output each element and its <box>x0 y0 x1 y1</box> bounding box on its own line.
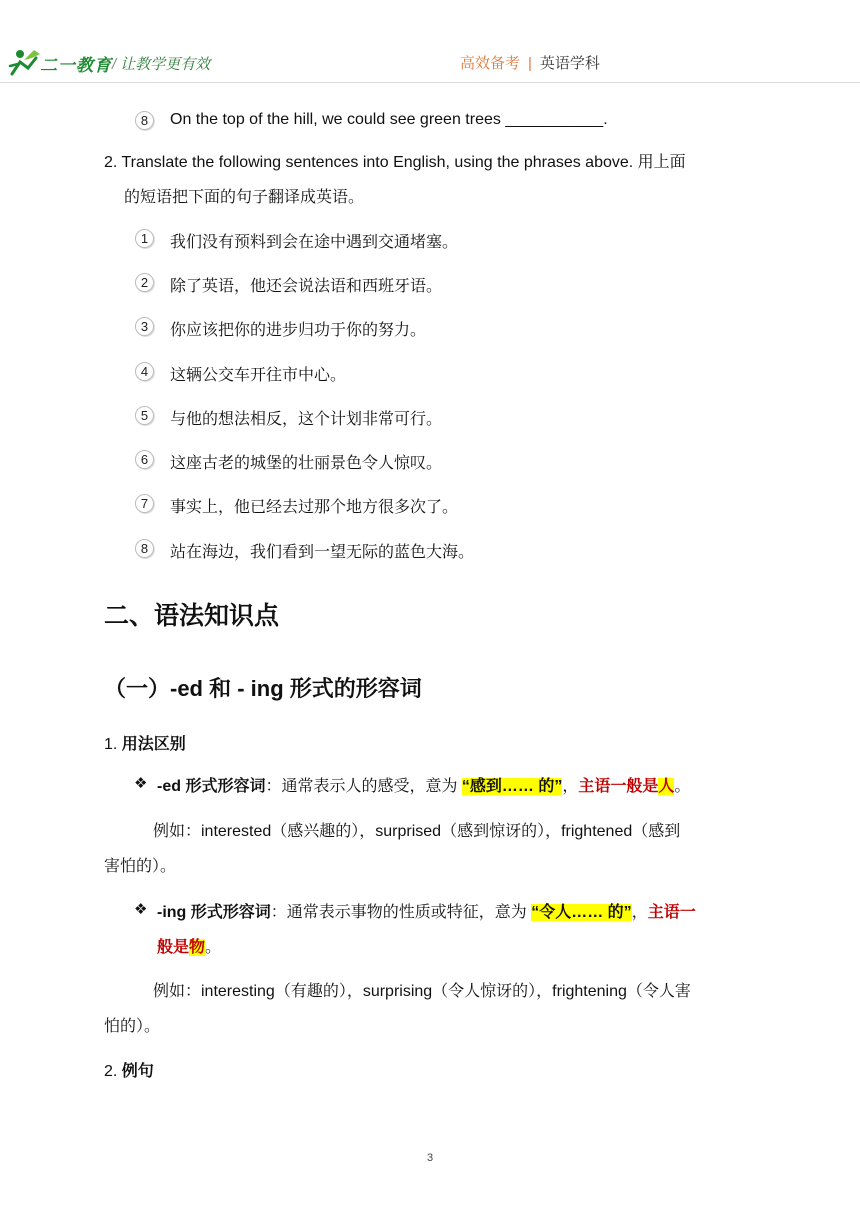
ing-adjective-rule <box>157 899 696 922</box>
task2-instruction-line1: 2. Translate the following sentences into English, using the phrases above. 用上面 <box>104 154 686 171</box>
page-number: 3 <box>426 1152 434 1164</box>
item-number: 1 <box>135 229 154 248</box>
diamond-bullet-icon: ❖ <box>134 901 148 918</box>
ed-term: -ed 形式形容词 <box>157 778 266 795</box>
item-number: 8 <box>135 111 154 130</box>
header-divider <box>0 82 860 83</box>
ed-period: 。 <box>674 778 691 795</box>
ing-term: -ing 形式形容词 <box>157 904 271 921</box>
item-number: 6 <box>135 450 154 469</box>
slogan-text: 让教学更有效 <box>120 56 211 73</box>
ing-desc: ：通常表示事物的性质或特征，意为 <box>270 904 532 921</box>
ed-adjective-rule <box>157 773 690 796</box>
translation-item: 与他的想法相反，这个计划非常可行。 <box>170 411 443 428</box>
ing-period: 。 <box>205 939 222 956</box>
item-number: 4 <box>135 362 154 381</box>
item-number: 2 <box>135 273 154 292</box>
header-subject-name: 英语学科 <box>539 55 600 72</box>
header-separator: | <box>528 55 532 72</box>
ed-examples-line1: 例如：interested（感兴趣的），surprised（感到惊讶的），frightened（感到 <box>153 823 681 840</box>
exercise-sentence: On the top of the hill, we could see green trees ___________. <box>170 111 608 128</box>
ing-examples-line2: 怕的）。 <box>104 1018 161 1035</box>
translation-item: 这辆公交车开往市中心。 <box>170 367 347 384</box>
brand-name: 二一教育 <box>40 56 112 75</box>
ing-subject-thing: 物 <box>189 939 206 956</box>
ed-comma: ， <box>562 778 579 795</box>
item-number: 5 <box>135 406 154 425</box>
translation-item: 我们没有预料到会在途中遇到交通堵塞。 <box>170 234 459 251</box>
subsection-heading: （一）-ed 和 - ing 形式的形容词 <box>104 676 422 701</box>
item-number: 3 <box>135 317 154 336</box>
translation-item: 你应该把你的进步归功于你的努力。 <box>170 322 427 339</box>
ed-meaning: “感到…… 的” <box>461 778 563 795</box>
translation-item: 这座古老的城堡的壮丽景色令人惊叹。 <box>170 455 443 472</box>
usage-number: 1. <box>104 736 118 753</box>
ing-comma: ， <box>631 904 648 921</box>
usage-title: 用法区别 <box>121 736 186 753</box>
header-slogan: / 让教学更有效 <box>112 56 211 73</box>
ed-examples-line2: 害怕的）。 <box>104 858 177 875</box>
ing-adjective-rule-cont <box>157 934 221 957</box>
section-heading: 二、语法知识点 <box>104 602 280 630</box>
translation-item: 除了英语，他还会说法语和西班牙语。 <box>170 278 443 295</box>
examples-number: 2. <box>104 1063 118 1080</box>
ing-examples-line1: 例如：interesting（有趣的），surprising（令人惊讶的），frightening（令人害 <box>153 983 691 1000</box>
translation-item: 事实上，他已经去过那个地方很多次了。 <box>170 499 459 516</box>
usage-heading <box>104 731 186 754</box>
examples-heading <box>104 1058 154 1081</box>
header-subject <box>460 52 600 73</box>
ed-subject-person: 人 <box>658 778 675 795</box>
translation-item: 站在海边，我们看到一望无际的蓝色大海。 <box>170 544 475 561</box>
ing-subject-rule-part2: 般是 <box>157 939 190 956</box>
item-number: 7 <box>135 494 154 513</box>
ing-meaning: “令人…… 的” <box>531 904 632 921</box>
ing-subject-rule-part1: 主语一 <box>647 904 696 921</box>
ed-desc: ：通常表示人的感受，意为 <box>265 778 462 795</box>
ed-subject-rule: 主语一般是 <box>578 778 659 795</box>
examples-title: 例句 <box>121 1063 154 1080</box>
item-number: 8 <box>135 539 154 558</box>
diamond-bullet-icon: ❖ <box>134 775 148 792</box>
task2-instruction-line2: 的短语把下面的句子翻译成英语。 <box>124 189 365 206</box>
header-exam-prep: 高效备考 <box>460 55 521 72</box>
